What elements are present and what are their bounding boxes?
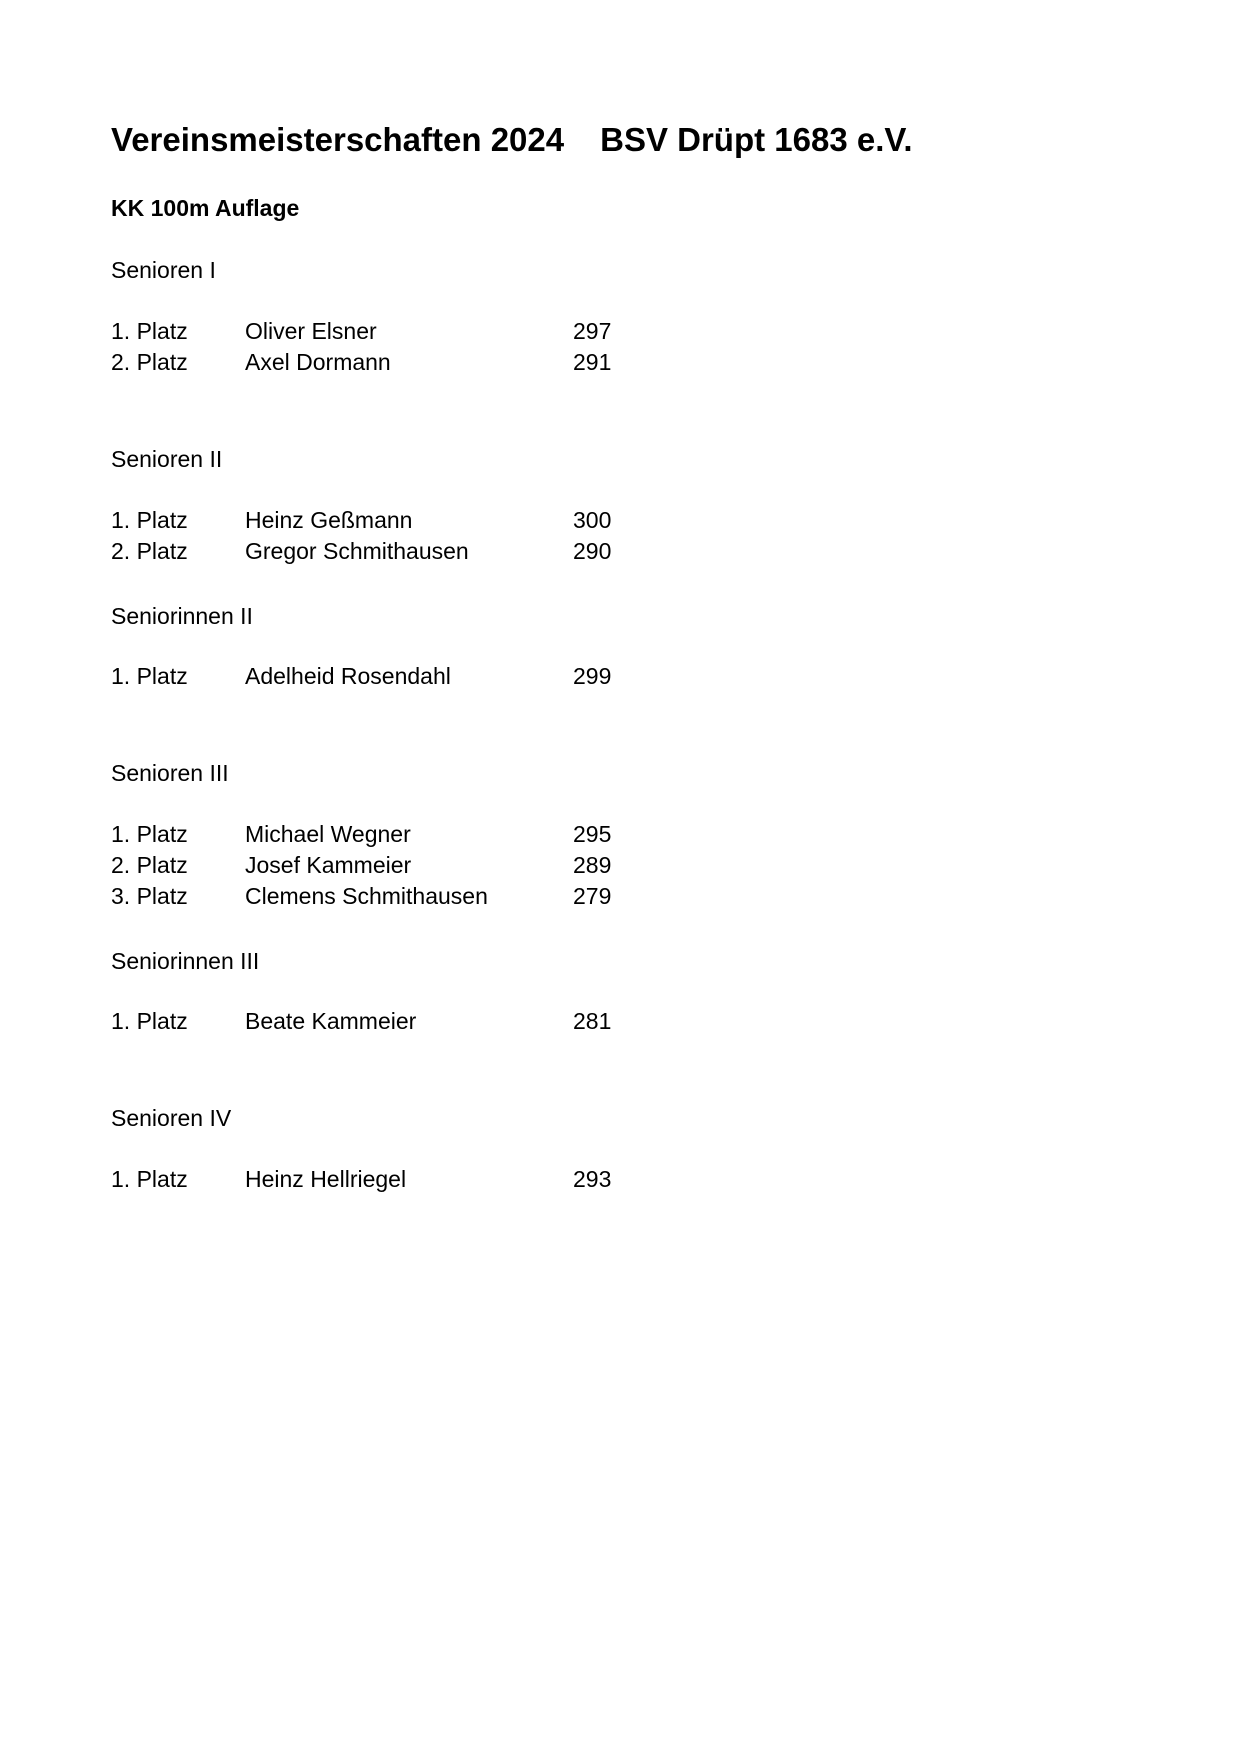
result-score: 300 (573, 507, 612, 533)
result-place: 1. Platz (111, 318, 188, 344)
page-title (111, 118, 913, 162)
category-heading-senioren-3: Senioren III (111, 760, 229, 786)
result-name: Josef Kammeier (245, 852, 412, 878)
result-score: 297 (573, 318, 612, 344)
category-heading-senioren-2: Senioren II (111, 446, 223, 472)
result-name: Michael Wegner (245, 821, 411, 847)
category-heading-seniorinnen-3: Seniorinnen III (111, 948, 260, 974)
result-place: 1. Platz (111, 1166, 188, 1192)
result-row (111, 347, 711, 378)
result-place: 1. Platz (111, 1008, 188, 1034)
result-score: 281 (573, 1008, 612, 1034)
result-score: 289 (573, 852, 612, 878)
result-score: 299 (573, 663, 612, 689)
result-place: 1. Platz (111, 663, 188, 689)
result-row (111, 505, 711, 536)
category-heading-senioren-1: Senioren I (111, 257, 216, 283)
result-row (111, 819, 711, 850)
result-name: Adelheid Rosendahl (245, 663, 451, 689)
result-row (111, 881, 711, 912)
result-score: 293 (573, 1166, 612, 1192)
result-name: Axel Dormann (245, 349, 391, 375)
result-row (111, 1006, 711, 1037)
result-score: 291 (573, 349, 612, 375)
result-row (111, 1164, 711, 1195)
result-place: 1. Platz (111, 821, 188, 847)
result-place: 2. Platz (111, 349, 188, 375)
discipline-heading: KK 100m Auflage (111, 195, 300, 221)
result-place: 3. Platz (111, 883, 188, 909)
result-row (111, 536, 711, 567)
result-place: 2. Platz (111, 538, 188, 564)
result-score: 290 (573, 538, 612, 564)
result-name: Oliver Elsner (245, 318, 377, 344)
result-place: 2. Platz (111, 852, 188, 878)
result-row (111, 661, 711, 692)
result-score: 295 (573, 821, 612, 847)
organization-name: BSV Drüpt 1683 e.V. (600, 121, 913, 158)
result-name: Gregor Schmithausen (245, 538, 469, 564)
category-heading-senioren-4: Senioren IV (111, 1105, 232, 1131)
title-text: Vereinsmeisterschaften 2024 (111, 121, 565, 158)
result-score: 279 (573, 883, 612, 909)
result-place: 1. Platz (111, 507, 188, 533)
result-row (111, 316, 711, 347)
category-heading-seniorinnen-2: Seniorinnen II (111, 603, 253, 629)
result-name: Clemens Schmithausen (245, 883, 488, 909)
result-name: Beate Kammeier (245, 1008, 417, 1034)
result-name: Heinz Hellriegel (245, 1166, 407, 1192)
result-row (111, 850, 711, 881)
result-name: Heinz Geßmann (245, 507, 413, 533)
